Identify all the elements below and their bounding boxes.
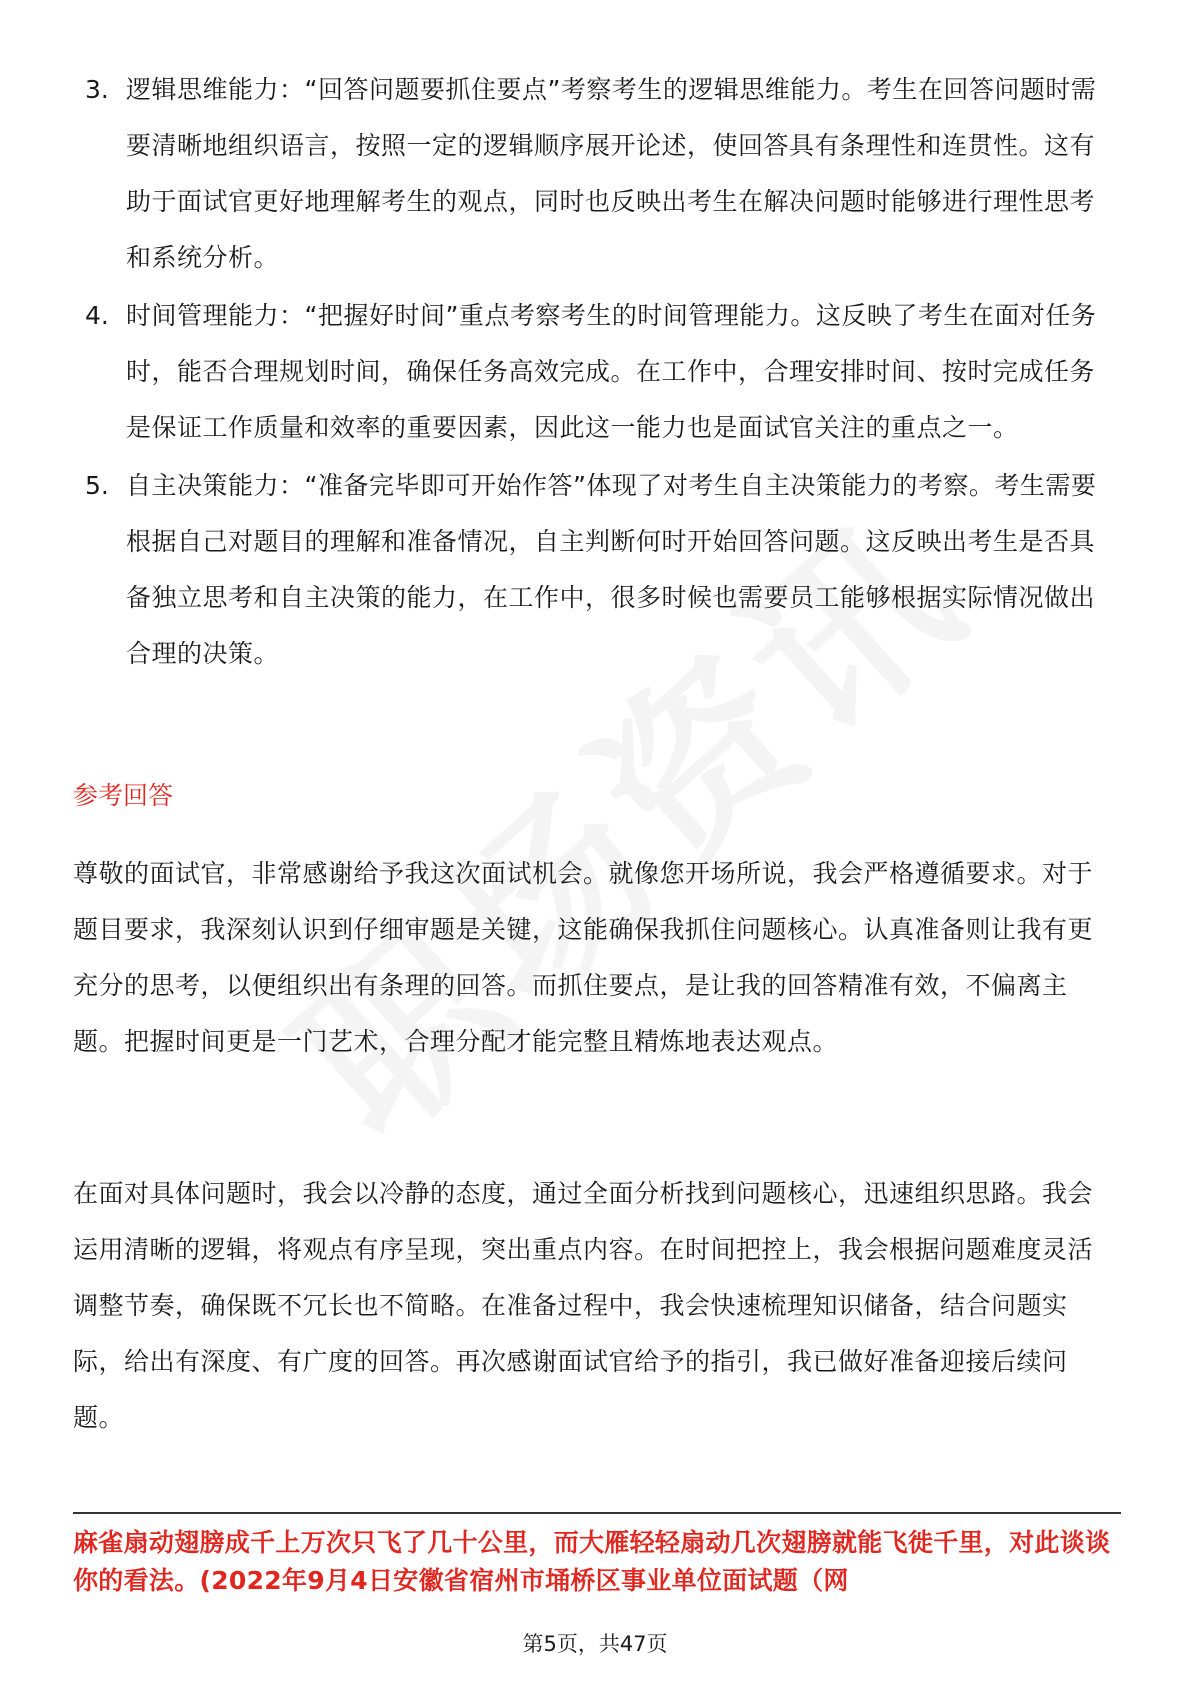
section-divider <box>73 1512 1121 1514</box>
list-item <box>0 458 1190 682</box>
list-item-number: 5. <box>85 471 109 500</box>
next-question-title: 麻雀扇动翅膀成千上万次只飞了几十公里，而大雁轻轻扇动几次翅膀就能飞徙千里，对此谈谈你的看法。(2022年9月4日安徽省宿州市埇桥区事业单位面试题（网 <box>73 1528 1111 1595</box>
page-number: 第5页，共47页 <box>522 1632 668 1656</box>
list-item-number: 4. <box>85 301 109 330</box>
list-item <box>0 288 1190 456</box>
ability-list <box>0 62 1190 684</box>
list-item-text: 自主决策能力：“准备完毕即可开始作答”体现了对考生自主决策能力的考察。考生需要根据自己对题目的理解和准备情况，自主判断何时开始回答问题。这反映出考生是否具备独立思考和自主决策的能力，在工作中，很多时候也需要员工能够根据实际情况做出合理的决策。 <box>126 471 1097 668</box>
answer-paragraph: 尊敬的面试官，非常感谢给予我这次面试机会。就像您开场所说，我会严格遵循要求。对于题目要求，我深刻认识到仔细审题是关键，这能确保我抓住问题核心。认真准备则让我有更充分的思考，以便组织出有条理的回答。而抓住要点，是让我的回答精准有效，不偏离主题。把握时间更是一门艺术，合理分配才能完整且精炼地表达观点。 <box>73 859 1094 1056</box>
list-item-text: 逻辑思维能力：“回答问题要抓住要点”考察考生的逻辑思维能力。考生在回答问题时需要清晰地组织语言，按照一定的逻辑顺序展开论述，使回答具有条理性和连贯性。这有助于面试官更好地理解考生的观点，同时也反映出考生在解决问题时能够进行理性思考和系统分析。 <box>126 75 1097 272</box>
reference-answer-heading: 参考回答 <box>73 781 174 810</box>
list-item-text: 时间管理能力：“把握好时间”重点考察考生的时间管理能力。这反映了考生在面对任务时，能否合理规划时间，确保任务高效完成。在工作中，合理安排时间、按时完成任务是保证工作质量和效率的重要因素，因此这一能力也是面试官关注的重点之一。 <box>126 301 1097 442</box>
answer-paragraph: 在面对具体问题时，我会以冷静的态度，通过全面分析找到问题核心，迅速组织思路。我会运用清晰的逻辑，将观点有序呈现，突出重点内容。在时间把控上，我会根据问题难度灵活调整节奏，确保既不冗长也不简略。在准备过程中，我会快速梳理知识储备，结合问题实际，给出有深度、有广度的回答。再次感谢面试官给予的指引，我已做好准备迎接后续问题。 <box>73 1179 1094 1432</box>
list-item-number: 3. <box>85 75 109 104</box>
list-item <box>0 62 1190 286</box>
